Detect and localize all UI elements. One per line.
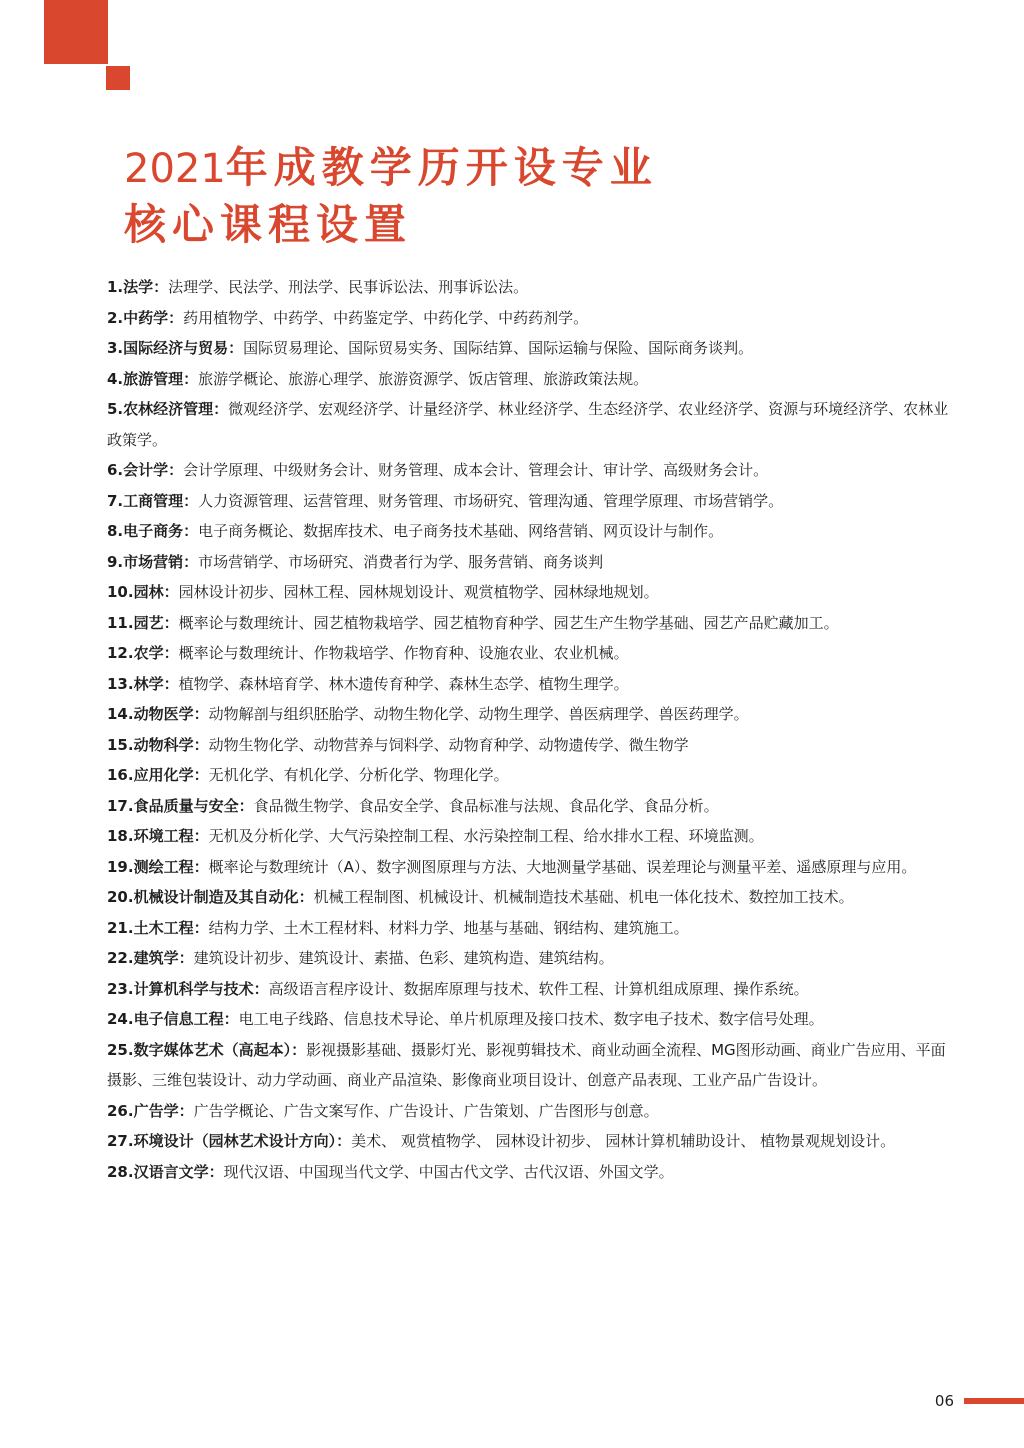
decorative-square-small [106, 66, 130, 90]
course-core-subjects: 现代汉语、中国现当代文学、中国古代文学、古代汉语、外国文学。 [223, 1162, 674, 1181]
course-major-name: 24.电子信息工程： [107, 1010, 239, 1028]
course-major-name: 28.汉语言文学： [107, 1162, 224, 1181]
course-item [107, 852, 952, 883]
course-major-name: 5.农林经济管理： [107, 400, 229, 418]
course-item [107, 943, 952, 974]
course-item [107, 333, 952, 364]
footer-accent-bar [964, 1398, 1024, 1404]
course-item [107, 913, 952, 944]
course-core-subjects: 药用植物学、中药学、中药鉴定学、中药化学、中药药剂学。 [183, 308, 589, 327]
course-major-name: 21.土木工程： [107, 918, 209, 937]
course-major-name: 9.市场营销： [107, 552, 199, 571]
course-item [107, 577, 952, 608]
title-year: 2021 [124, 146, 226, 192]
course-core-subjects: 结构力学、土木工程材料、材料力学、地基与基础、钢结构、建筑施工。 [208, 918, 689, 937]
course-major-name: 25.数字媒体艺术（高起本）： [107, 1040, 307, 1059]
course-major-name: 3.国际经济与贸易： [107, 339, 244, 357]
course-major-name: 18.环境工程： [107, 827, 209, 845]
course-item [107, 1157, 952, 1188]
course-item [107, 272, 952, 303]
course-item [107, 638, 952, 669]
course-core-subjects: 食品微生物学、食品安全学、食品标准与法规、食品化学、食品分析。 [253, 796, 719, 815]
course-major-name: 12.农学： [107, 644, 179, 662]
course-core-subjects: 会计学原理、中级财务会计、财务管理、成本会计、管理会计、审计学、高级财务会计。 [183, 461, 769, 479]
course-item [107, 608, 952, 639]
course-core-subjects: 人力资源管理、运营管理、财务管理、市场研究、管理沟通、管理学原理、市场营销学。 [198, 491, 784, 510]
course-core-subjects: 动物解剖与组织胚胎学、动物生物化学、动物生理学、兽医病理学、兽医药理学。 [208, 705, 749, 723]
page-footer [935, 1392, 1024, 1410]
course-item [107, 974, 952, 1005]
course-core-subjects: 概率论与数理统计（A）、数字测图原理与方法、大地测量学基础、误差理论与测量平差、遥感原理与应用。 [208, 857, 917, 876]
course-major-name: 19.测绘工程： [107, 857, 209, 876]
course-core-subjects: 概率论与数理统计、作物栽培学、作物育种、设施农业、农业机械。 [178, 644, 629, 662]
course-core-subjects: 动物生物化学、动物营养与饲料学、动物育种学、动物遗传学、微生物学 [208, 735, 689, 754]
course-item [107, 547, 952, 578]
course-item [107, 1004, 952, 1035]
course-core-subjects: 旅游学概论、旅游心理学、旅游资源学、饭店管理、旅游政策法规。 [198, 369, 649, 388]
course-major-name: 2.中药学： [107, 308, 184, 327]
course-item [107, 760, 952, 791]
course-item [107, 303, 952, 334]
course-major-name: 27.环境设计（园林艺术设计方向）： [107, 1132, 352, 1150]
course-core-subjects: 广告学概论、广告文案写作、广告设计、广告策划、广告图形与创意。 [193, 1101, 659, 1120]
course-item [107, 486, 952, 517]
course-core-subjects: 无机及分析化学、大气污染控制工程、水污染控制工程、给水排水工程、环境监测。 [208, 827, 764, 845]
course-item [107, 669, 952, 700]
page-title [124, 140, 658, 253]
course-core-subjects: 概率论与数理统计、园艺植物栽培学、园艺植物育种学、园艺生产生物学基础、园艺产品贮藏加工。 [178, 613, 839, 632]
course-item [107, 699, 952, 730]
course-core-subjects: 高级语言程序设计、数据库原理与技术、软件工程、计算机组成原理、操作系统。 [268, 979, 809, 998]
course-major-name: 14.动物医学： [107, 705, 209, 723]
course-core-subjects: 电子商务概论、数据库技术、电子商务技术基础、网络营销、网页设计与制作。 [198, 522, 724, 540]
course-core-subjects: 无机化学、有机化学、分析化学、物理化学。 [208, 766, 509, 784]
course-core-subjects: 植物学、森林培育学、林木遗传育种学、森林生态学、植物生理学。 [178, 674, 629, 693]
course-item [107, 364, 952, 395]
course-core-subjects: 市场营销学、市场研究、消费者行为学、服务营销、商务谈判 [198, 552, 604, 571]
course-major-name: 13.林学： [107, 674, 179, 693]
course-major-name: 22.建筑学： [107, 949, 194, 967]
course-item [107, 882, 952, 913]
page-number: 06 [934, 1392, 954, 1410]
course-major-name: 10.园林： [107, 583, 179, 601]
course-item [107, 821, 952, 852]
course-core-subjects: 电工电子线路、信息技术导论、单片机原理及接口技术、数字电子技术、数字信号处理。 [238, 1010, 824, 1028]
course-major-name: 20.机械设计制造及其自动化： [107, 888, 314, 906]
course-major-name: 4.旅游管理： [107, 369, 199, 388]
course-major-name: 6.会计学： [107, 461, 184, 479]
title-line-2: 核心课程设置 [124, 200, 413, 249]
course-item [107, 455, 952, 486]
course-item [107, 394, 952, 455]
course-list [107, 272, 952, 1187]
title-line-1-text: 年成教学历开设专业 [225, 143, 658, 192]
course-major-name: 8.电子商务： [107, 522, 199, 540]
course-major-name: 26.广告学： [107, 1101, 194, 1120]
course-major-name: 1.法学： [107, 278, 169, 296]
course-major-name: 11.园艺： [107, 613, 179, 632]
decorative-square-large [44, 0, 108, 64]
course-core-subjects: 影视摄影基础、摄影灯光、影视剪辑技术、商业动画全流程、MG图形动画、商业广告应用、平面摄影、三维包装设计、动力学动画、商业产品渲染、影像商业项目设计、创意产品表现、工业产品广告设计。 [107, 1040, 946, 1089]
course-major-name: 23.计算机科学与技术： [107, 979, 269, 998]
course-core-subjects: 园林设计初步、园林工程、园林规划设计、观赏植物学、园林绿地规划。 [178, 583, 659, 601]
course-major-name: 16.应用化学： [107, 766, 209, 784]
course-core-subjects: 微观经济学、宏观经济学、计量经济学、林业经济学、生态经济学、农业经济学、资源与环境经济学、农林业政策学。 [107, 400, 949, 449]
course-item [107, 1096, 952, 1127]
course-major-name: 15.动物科学： [107, 735, 209, 754]
title-line-1 [124, 140, 658, 197]
course-major-name: 7.工商管理： [107, 491, 199, 510]
course-item [107, 516, 952, 547]
course-core-subjects: 机械工程制图、机械设计、机械制造技术基础、机电一体化技术、数控加工技术。 [313, 888, 854, 906]
course-core-subjects: 法理学、民法学、刑法学、民事诉讼法、刑事诉讼法。 [168, 278, 529, 296]
course-core-subjects: 建筑设计初步、建筑设计、素描、色彩、建筑构造、建筑结构。 [193, 949, 614, 967]
course-major-name: 17.食品质量与安全： [107, 796, 254, 815]
course-core-subjects: 国际贸易理论、国际贸易实务、国际结算、国际运输与保险、国际商务谈判。 [243, 339, 754, 357]
course-item [107, 791, 952, 822]
course-item [107, 730, 952, 761]
course-item [107, 1126, 952, 1157]
course-core-subjects: 美术、 观赏植物学、 园林设计初步、 园林计算机辅助设计、 植物景观规划设计。 [351, 1132, 896, 1150]
course-item [107, 1035, 952, 1096]
